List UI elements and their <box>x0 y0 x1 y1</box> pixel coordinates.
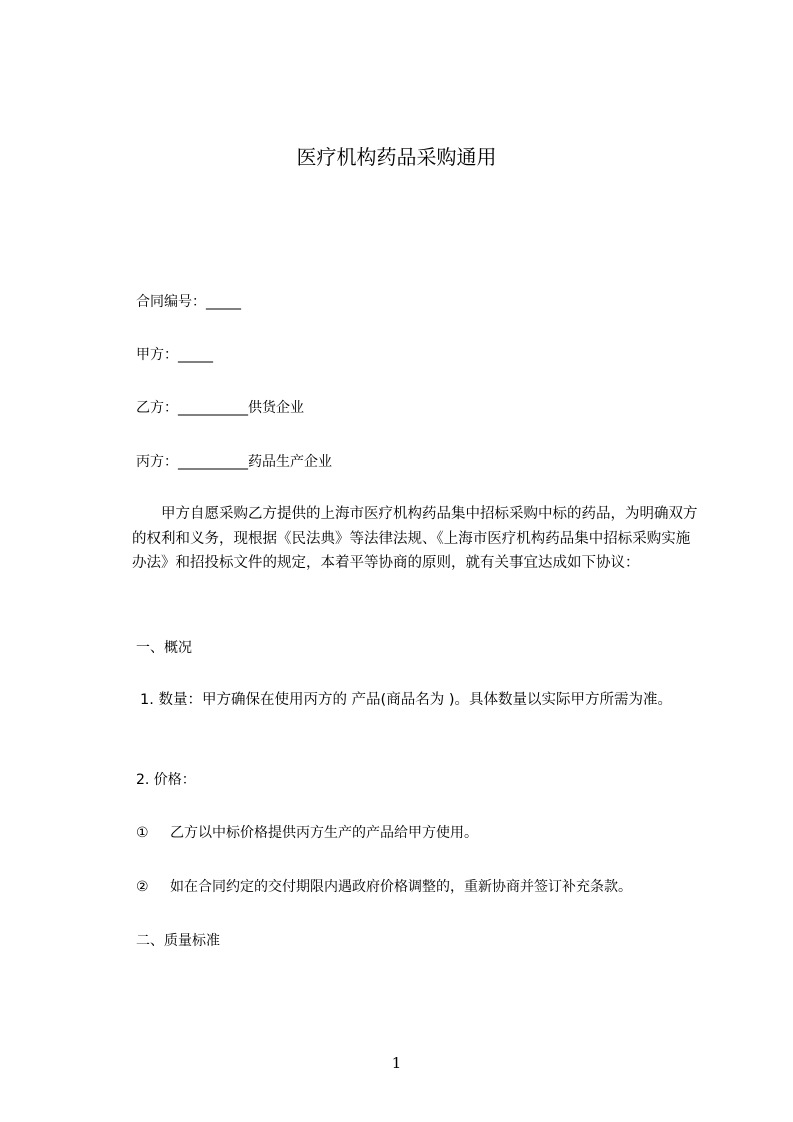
party-b-line: 乙方：__________供货企业 <box>136 400 304 416</box>
item-2-line: 2. 价格： <box>136 772 196 788</box>
document-title: 医疗机构药品采购通用 <box>296 145 497 169</box>
party-c-line: 丙方：__________药品生产企业 <box>136 454 332 470</box>
sub-item-1-text: 乙方以中标价格提供丙方生产的产品给甲方使用。 <box>170 825 478 841</box>
sub-item-2-text: 如在合同约定的交付期限内遇政府价格调整的，重新协商并签订补充条款。 <box>170 879 632 895</box>
party-a-line: 甲方：_____ <box>136 347 213 363</box>
item-1-text: 1. 数量：甲方确保在使用丙方的 产品(商品名为 )。具体数量以实际甲方所需为准。 <box>140 692 672 708</box>
intro-paragraph: 甲方自愿采购乙方提供的上海市医疗机构药品集中招标采购中标的药品，为明确双方的权利和义务，现根据《民法典》等法律法规、《上海市医疗机构药品集中招标采购实施办法》和招投标文件的规定，本着平等协商的原则，就有关事宜达成如下协议： <box>132 506 698 571</box>
contract-number-line: 合同编号：_____ <box>136 294 241 310</box>
sub-item-1 <box>136 823 716 843</box>
section-2-heading: 二、质量标准 <box>136 933 220 949</box>
section-1-heading: 一、概况 <box>136 640 192 656</box>
page-number: 1 <box>391 1054 402 1072</box>
item-1-paragraph <box>140 688 706 713</box>
sub-item-2 <box>136 877 716 897</box>
sub-item-2-marker: ② <box>136 879 149 895</box>
sub-item-1-marker: ① <box>136 825 149 841</box>
